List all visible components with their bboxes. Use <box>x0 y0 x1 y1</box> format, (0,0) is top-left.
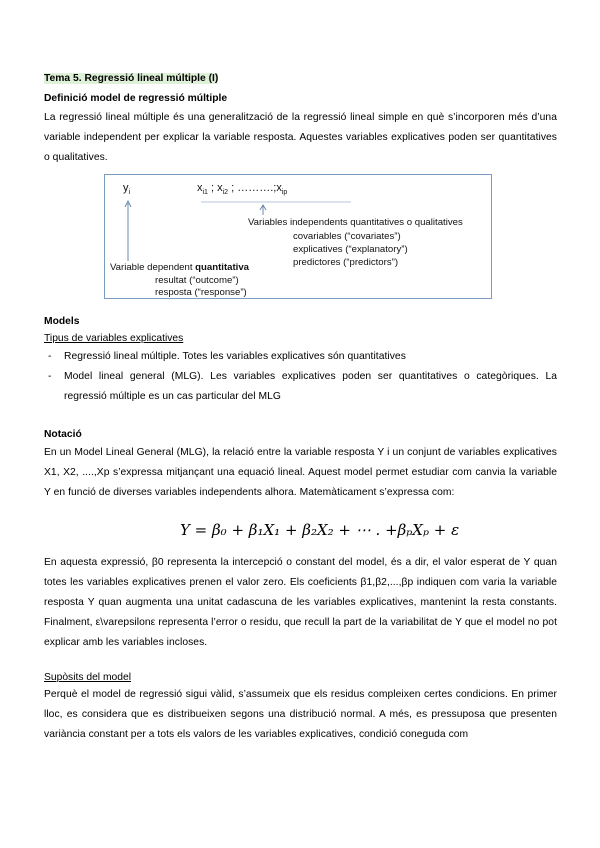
independent-synonym-2: explicatives (“explanatory”) <box>293 244 408 255</box>
bullet-item: Model lineal general (MLG). Les variables explicatives poden ser quantitatives o categòriques. La regressió múltiple es un cas particular del MLG <box>64 371 557 402</box>
regression-equation: Y = β₀ + β₁X₁ + β₂X₂ + ⋯ . +βₚXₚ + ε <box>180 521 460 539</box>
topic-title: Tema 5. Regressió lineal múltiple (I) <box>44 73 219 84</box>
independent-synonym-1: covariables (“covariates”) <box>293 231 401 242</box>
notation-heading: Notació <box>44 429 82 440</box>
notation-paragraph: En un Model Lineal General (MLG), la relació entre la variable resposta Y i un conjunt de variables explicatives X1, X2, ....,Xp s’expressa mitjançant una equació lineal. Aquest model permet estudiar com canvia la variable Y en funció de diverses variables independents alhora. Matemàticament s’expressa com: <box>44 447 557 498</box>
dependent-synonym-1: resultat (“outcome”) <box>155 275 239 286</box>
models-heading: Models <box>44 316 80 327</box>
regression-variables-diagram <box>104 174 492 299</box>
dependent-variable-label: Variable dependent quantitativa <box>110 262 250 273</box>
bullet-mark: - <box>48 351 52 362</box>
response-variable-symbol: $y_i$ <box>123 182 131 197</box>
dependent-synonym-2: resposta (“response”) <box>155 287 247 298</box>
explanatory-variables-symbols: $x_{i1}$ ; $x_{i2}$ ; $\dots\dots\dots.;x_{ip}$ <box>197 182 288 197</box>
definition-heading: Definició model de regressió múltiple <box>44 93 228 104</box>
assumptions-heading: Supòsits del model <box>44 672 132 683</box>
bullet-mark: - <box>48 371 52 382</box>
bullet-item: Regressió lineal múltiple. Totes les variables explicatives són quantitatives <box>64 351 406 362</box>
independent-synonym-3: predictores (“predictors”) <box>293 257 399 268</box>
explanatory-types-heading: Tipus de variables explicatives <box>44 333 184 344</box>
definition-paragraph: La regressió lineal múltiple és una generalització de la regressió lineal simple en què s’incorporen més d’una variable independent per explicar la variable resposta. Aquestes variables explicatives poden ser quantitatives o qualitatives. <box>44 112 557 163</box>
assumptions-paragraph: Perquè el model de regressió sigui vàlid, s’assumeix que els residus compleixen certes condicions. En primer lloc, es considera que es distribueixen segons una distribució normal. A més, es pressuposa que presenten variància constant per a tots els valors de les variables explicatives, condició coneguda com <box>44 689 557 740</box>
independent-variables-label: Variables independents quantitatives o qualitatives <box>248 217 463 228</box>
explanation-paragraph: En aquesta expressió, β0 representa la intercepció o constant del model, és a dir, el valor esperat de Y quan totes les variables explicatives prenen el valor zero. Els coeficients β1,β2,...,βp indiquen com varia la variable resposta Y quan augmenta una unitat cadascuna de les variables explicatives, mantenint la resta constants. Finalment, ε\varepsilonε representa l’error o residu, que recull la part de la variabilitat de Y que el model no pot explicar amb les variables incloses. <box>44 557 557 648</box>
